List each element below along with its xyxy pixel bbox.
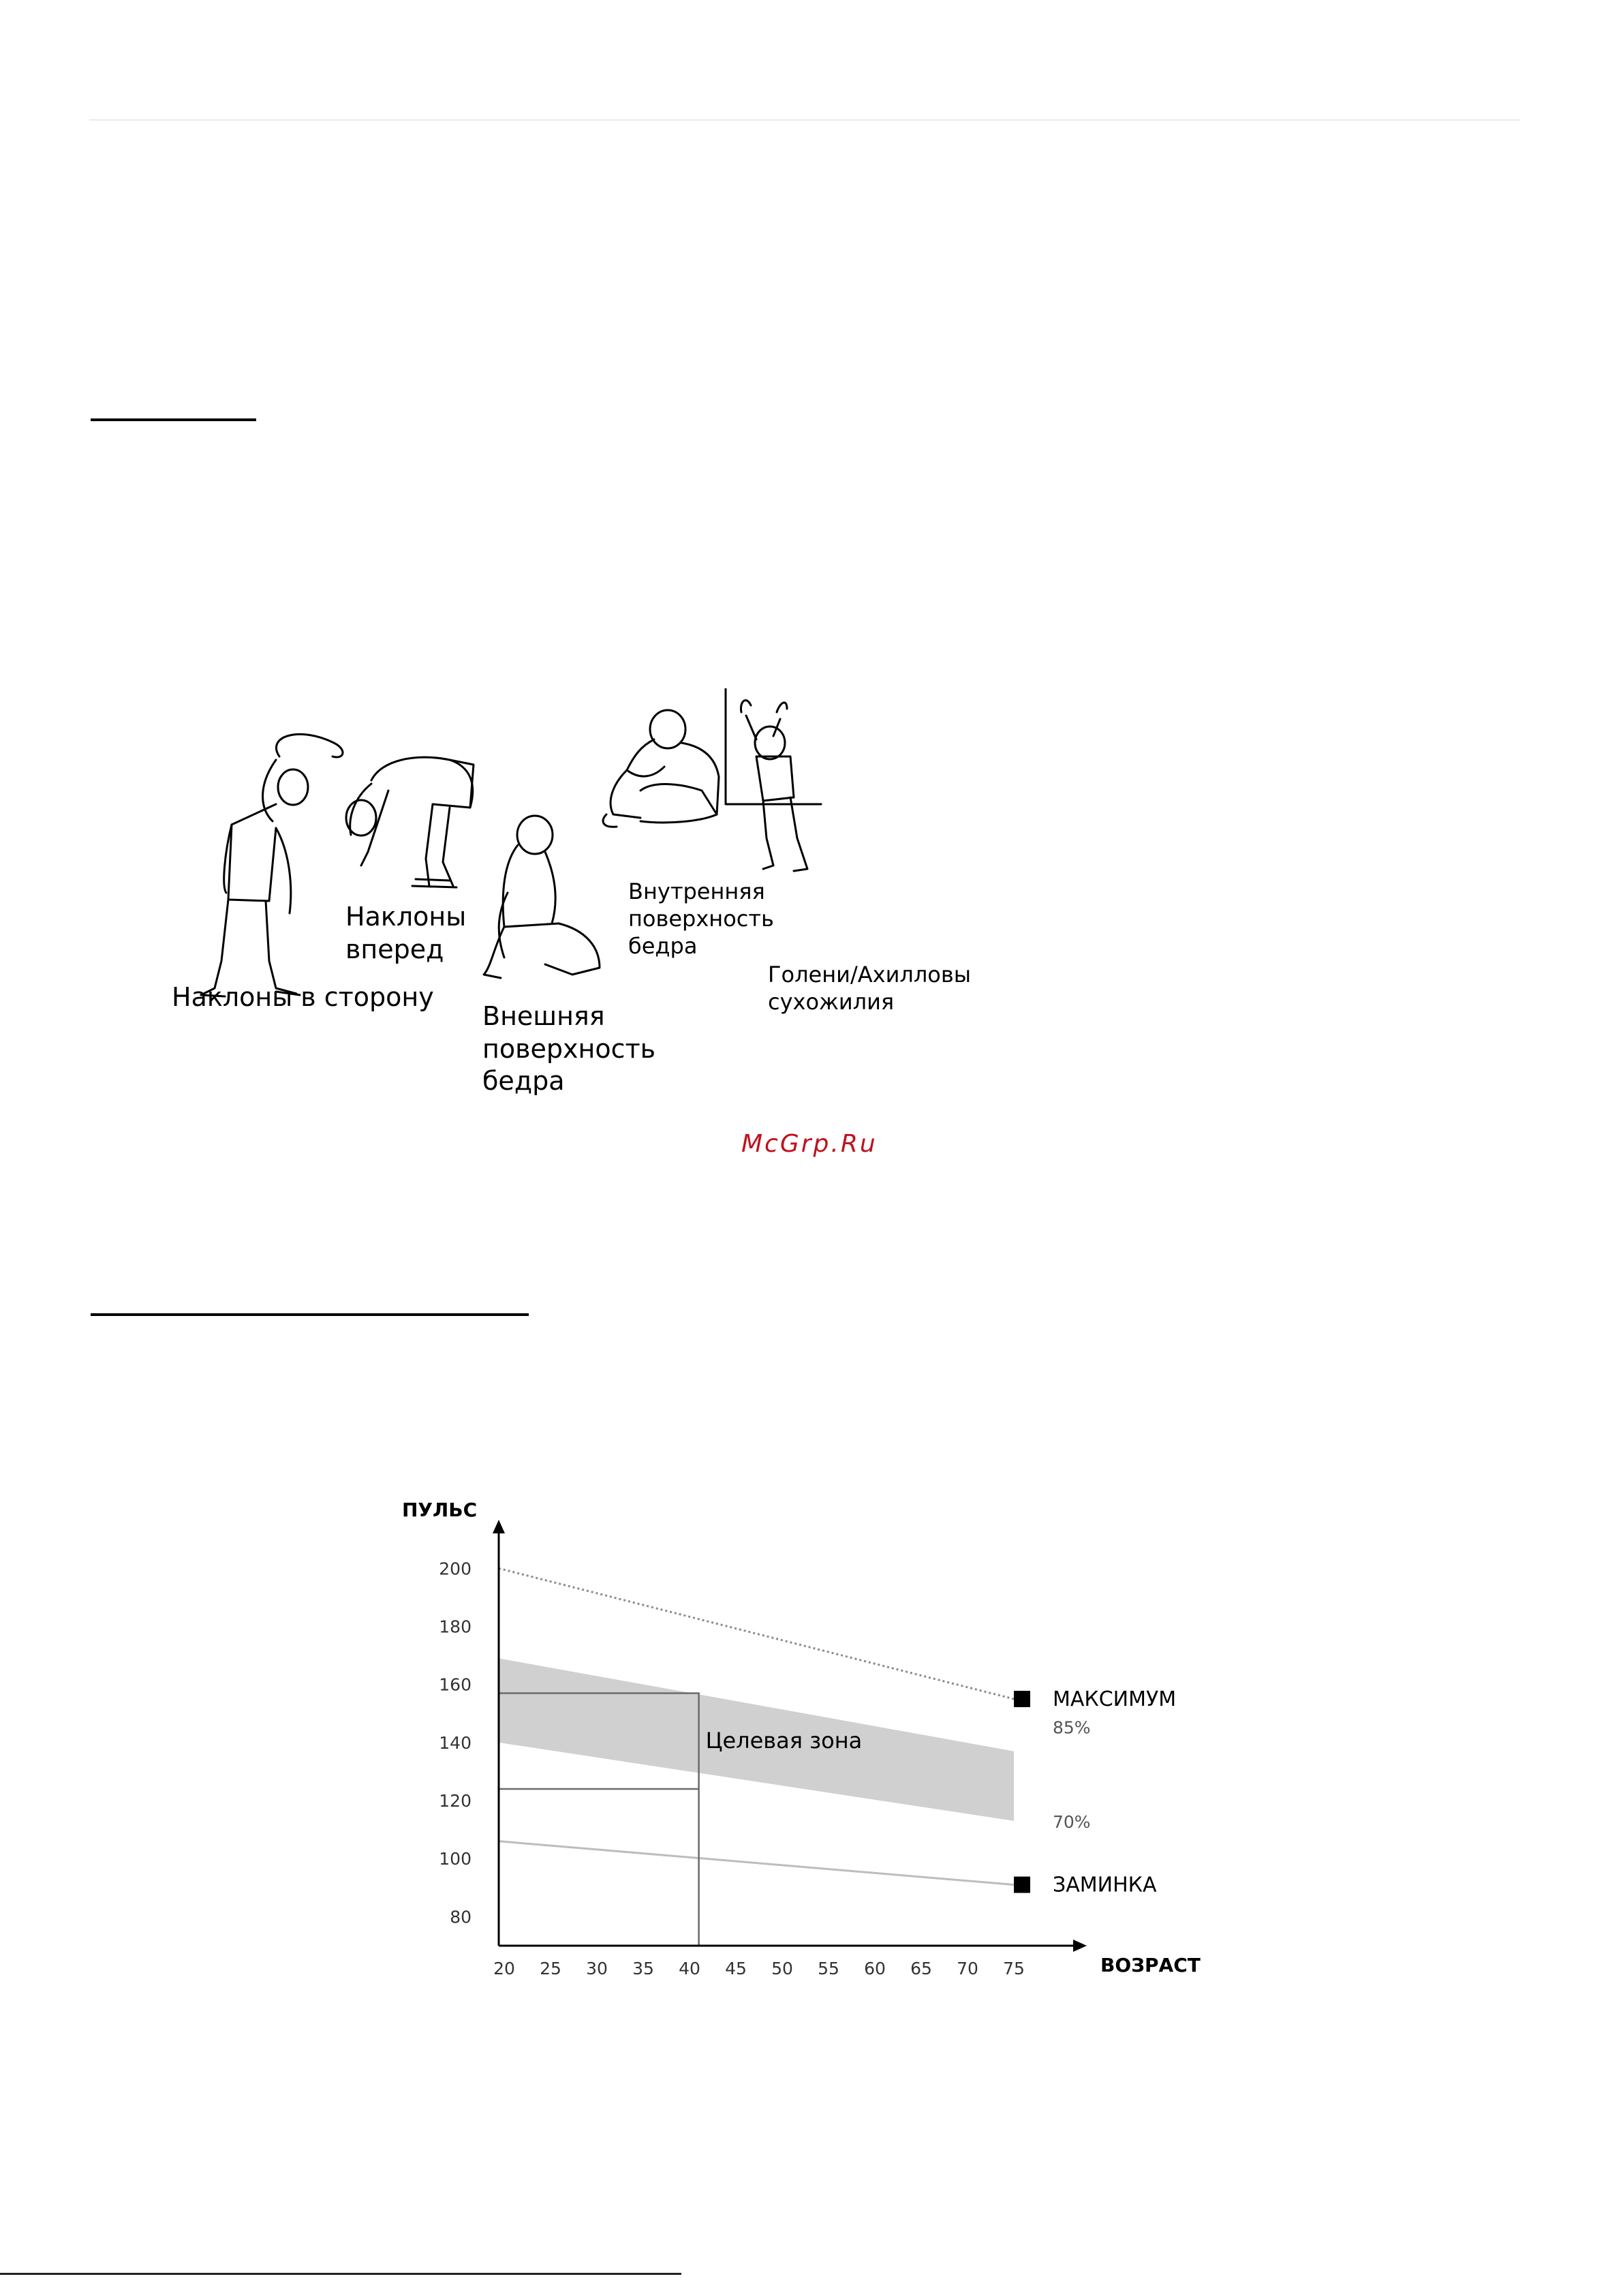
y-axis-arrow [493, 1520, 505, 1533]
x-tick-label: 60 [864, 1959, 886, 1978]
y-tick-label: 80 [450, 1907, 472, 1927]
x-axis-title: ВОЗРАСТ [1100, 1954, 1201, 1976]
y-axis-title: ПУЛЬС [402, 1499, 478, 1521]
x-tick-label: 55 [818, 1959, 839, 1978]
watermark: McGrp.Ru [741, 1130, 878, 1158]
legend-label-70: 70% [1053, 1811, 1091, 1832]
x-tick-label: 50 [771, 1959, 793, 1978]
x-tick-label: 35 [632, 1959, 654, 1978]
legend-label-maximum: МАКСИМУМ [1053, 1687, 1177, 1711]
label-calves: Голени/Ахилловы сухожилия [768, 962, 971, 1015]
inner-thigh-figure [603, 710, 719, 827]
y-tick-label: 100 [439, 1849, 472, 1869]
side-bend-figure [201, 734, 343, 996]
label-outer-thigh: Внешняя поверхность бедра [482, 1001, 655, 1096]
section-heading-underline-1 [91, 418, 256, 421]
label-forward-bends: Наклоны вперед [345, 902, 467, 964]
label-inner-thigh: Внутренняя поверхность бедра [628, 878, 774, 959]
section-heading-underline-2 [91, 1313, 529, 1316]
heart-rate-chart [382, 1486, 1267, 2004]
x-axis-arrow [1073, 1940, 1087, 1952]
stretching-figure [164, 688, 995, 1124]
y-tick-label: 120 [439, 1791, 472, 1811]
y-tick-label: 180 [439, 1617, 472, 1637]
series-line-cooldown [499, 1841, 1014, 1885]
y-tick-label: 200 [439, 1559, 472, 1579]
footnote-divider [0, 2273, 681, 2275]
x-tick-label: 20 [493, 1959, 515, 1978]
calves-figure [726, 688, 821, 871]
label-side-bends: Наклоны в сторону [172, 982, 434, 1012]
marker-cooldown [1014, 1877, 1030, 1893]
marker-maximum [1014, 1691, 1030, 1707]
y-tick-label: 160 [439, 1674, 472, 1695]
target-zone-label: Целевая зона [705, 1727, 863, 1754]
heart-rate-chart-svg [382, 1486, 1267, 2004]
x-tick-label: 75 [1003, 1959, 1025, 1978]
x-tick-label: 70 [957, 1959, 978, 1978]
outer-thigh-figure [484, 816, 600, 978]
y-tick-label: 140 [439, 1732, 472, 1753]
x-tick-label: 25 [540, 1959, 561, 1978]
x-tick-label: 45 [725, 1959, 747, 1978]
x-tick-label: 30 [586, 1959, 608, 1978]
x-tick-label: 65 [910, 1959, 932, 1978]
legend-label-85: 85% [1053, 1717, 1091, 1738]
page-top-divider [89, 119, 1520, 121]
x-tick-label: 40 [679, 1959, 700, 1978]
legend-label-cooldown: ЗАМИНКА [1053, 1873, 1157, 1897]
forward-bend-figure [346, 757, 474, 887]
